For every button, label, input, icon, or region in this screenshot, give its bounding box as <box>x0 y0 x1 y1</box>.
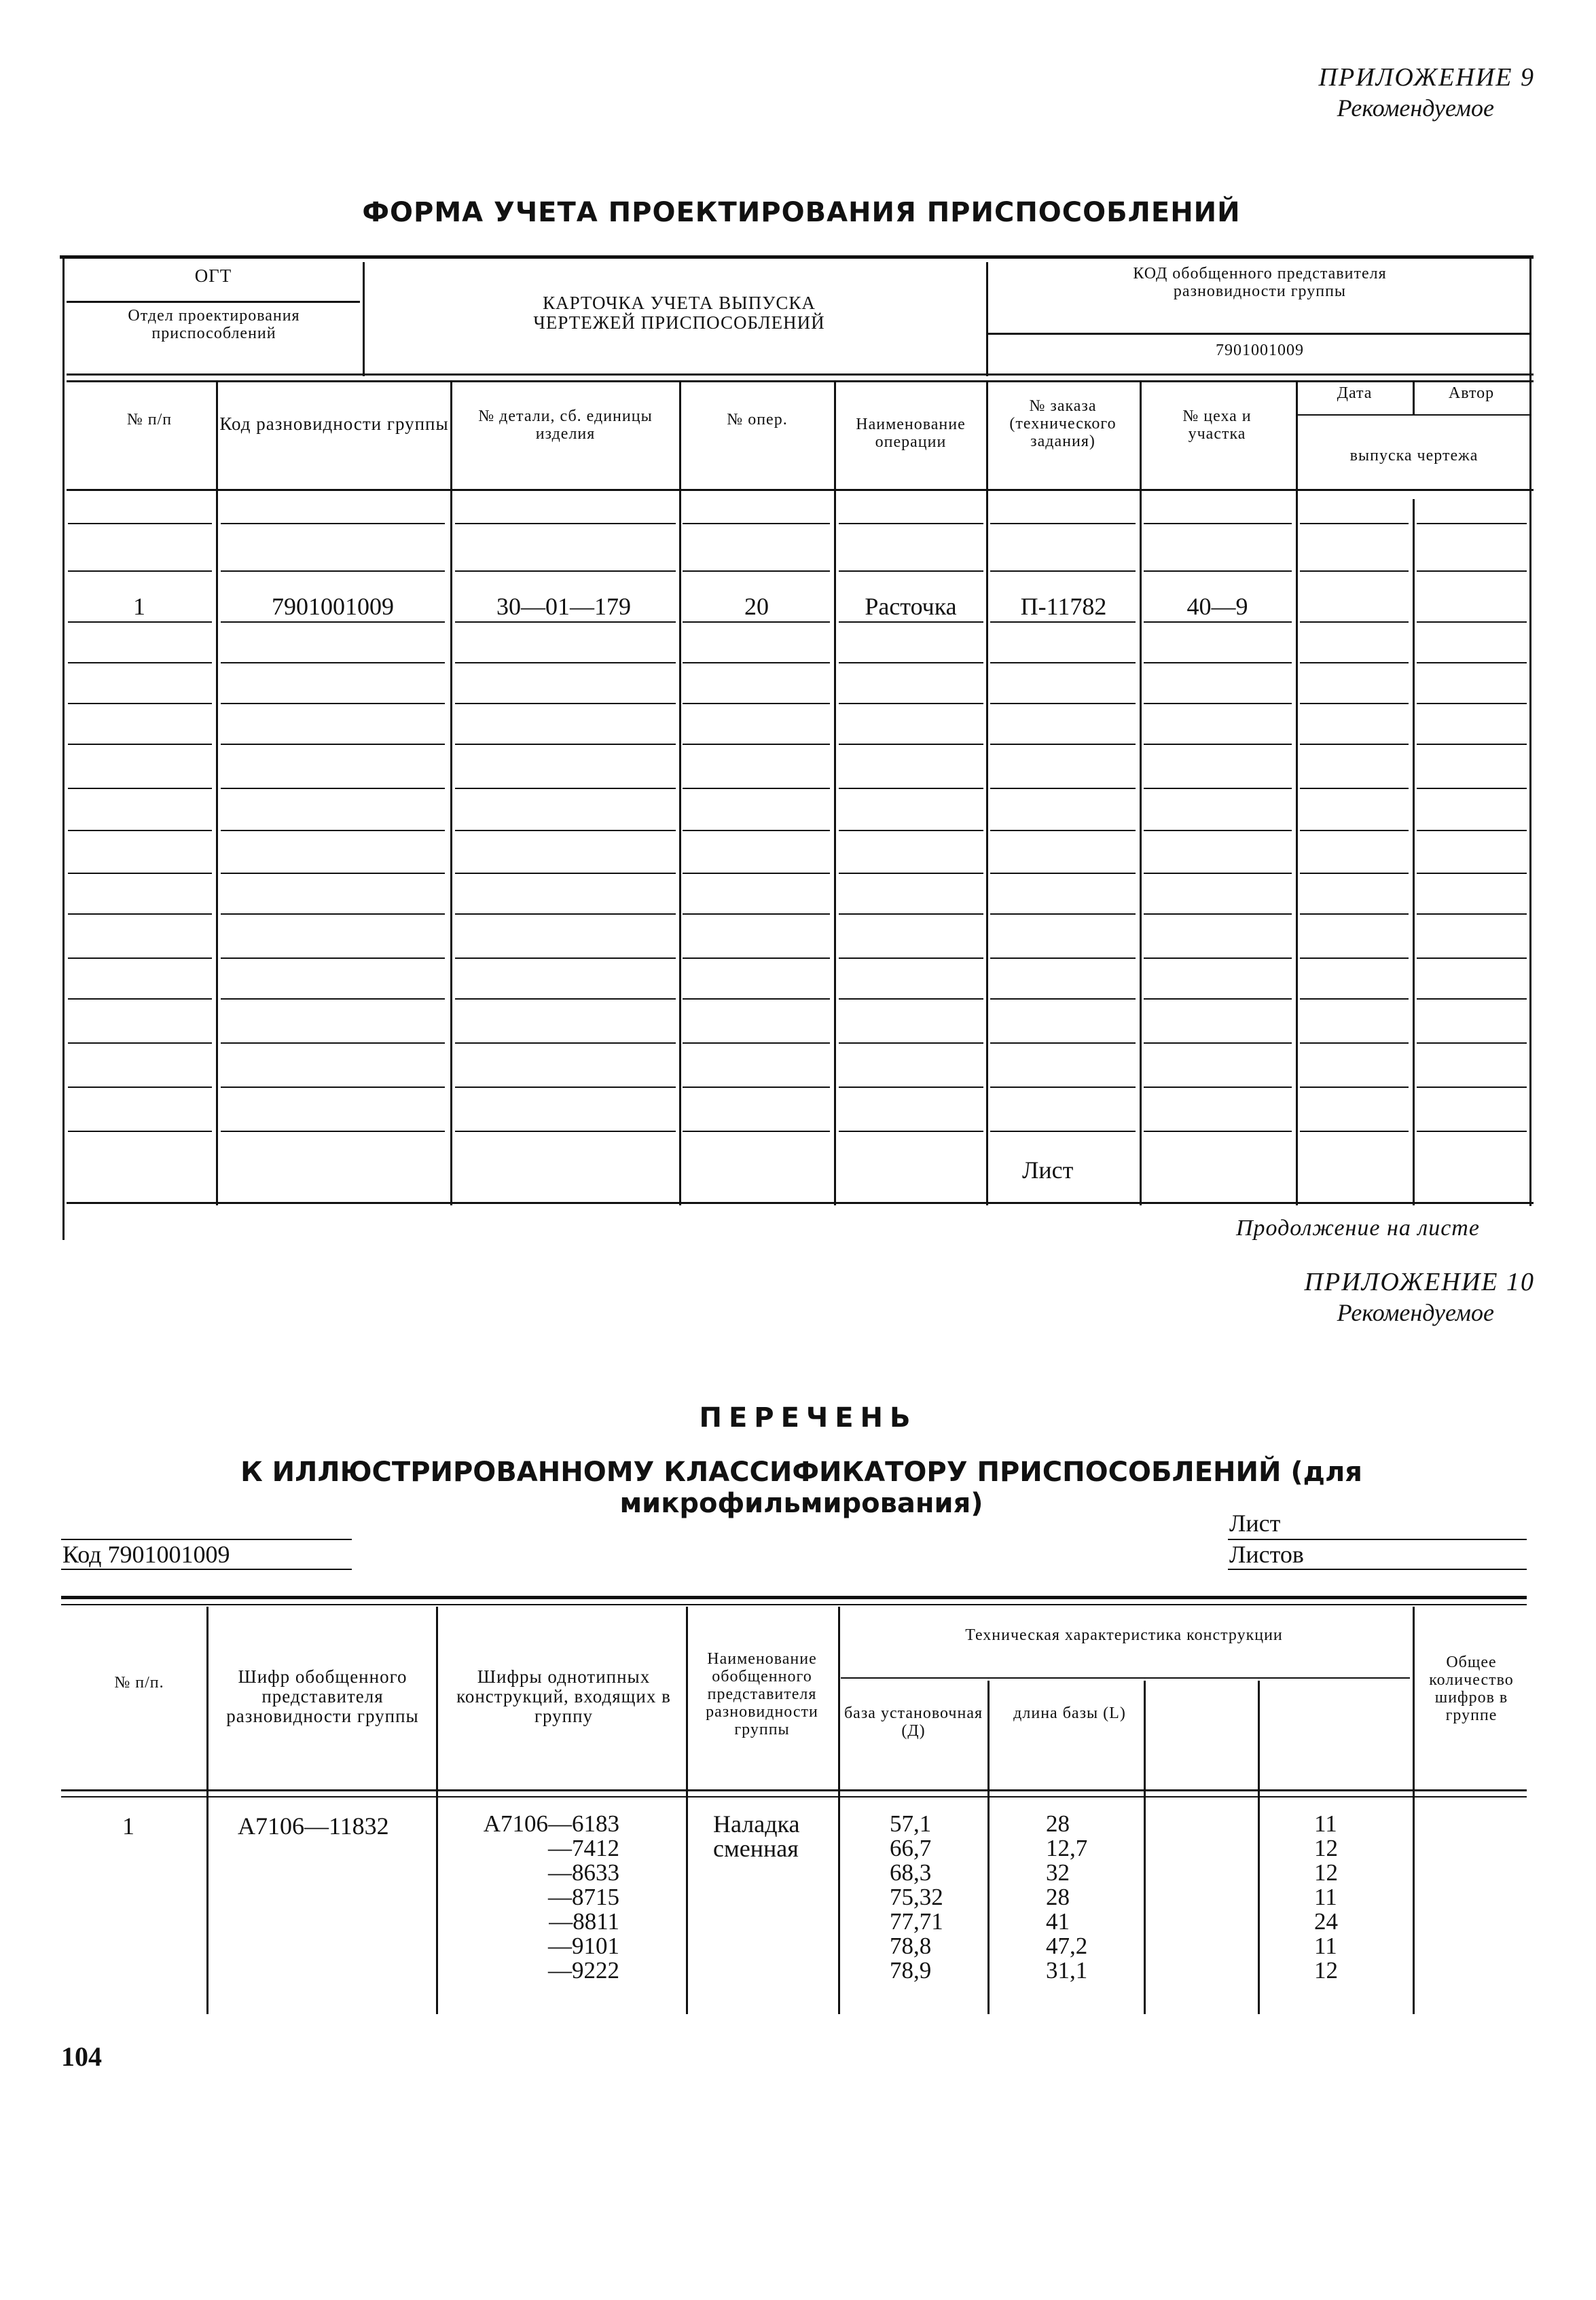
list-item: 32 <box>1046 1859 1070 1886</box>
list-item: 28 <box>1046 1810 1070 1837</box>
list-item: —7412 <box>548 1835 619 1861</box>
list-item: —8811 <box>549 1908 619 1935</box>
list-col-count: Общее количество шифров в группе <box>1429 1654 1514 1724</box>
list-col-num: № п/п. <box>114 1674 164 1692</box>
sheet-label: Лист <box>1022 1156 1074 1184</box>
list-item: 47,2 <box>1046 1933 1088 1959</box>
list-length-column <box>1046 1812 1087 1983</box>
col-operation-name: Наименование операции <box>856 416 966 451</box>
appendix9-label: ПРИЛОЖЕНИЕ 9 <box>1318 63 1535 92</box>
col-author: Автор <box>1448 384 1495 402</box>
col-operation-number: № опер. <box>727 411 788 428</box>
table-row-cell-part: 30—01—179 <box>496 593 631 620</box>
list-item: 66,7 <box>890 1835 932 1861</box>
list-col-name: Наименование обобщенного представителя разновидности группы <box>706 1650 818 1738</box>
col-order-number: № заказа (технического задания) <box>1009 397 1117 450</box>
list-row-code: А7106—11832 <box>238 1812 389 1840</box>
list-col-tech: Техническая характеристика конструкции <box>965 1626 1283 1644</box>
sheet-field-label: Лист <box>1229 1510 1281 1537</box>
col-shop-number: № цеха и участка <box>1182 407 1252 443</box>
table-row-cell-operation-number: 20 <box>744 593 769 620</box>
appendix10-status: Рекомендуемое <box>1337 1299 1494 1326</box>
col-part-number: № детали, сб. единицы изделия <box>478 407 653 443</box>
table-row-cell-order: П-11782 <box>1020 593 1107 620</box>
list-col-base: база установочная (Д) <box>844 1704 983 1740</box>
list-col-length: длина базы (L) <box>1013 1704 1126 1722</box>
code-value: 7901001009 <box>1216 342 1304 359</box>
continuation-note: Продолжение на листе <box>1236 1216 1480 1241</box>
list-row-name: Наладка сменная <box>713 1810 800 1862</box>
list-base-column <box>890 1812 943 1983</box>
table-row-cell-code: 7901001009 <box>272 593 394 620</box>
list-item: —8633 <box>548 1859 619 1886</box>
list-row-num: 1 <box>122 1812 134 1840</box>
col-variety-code: Код разновидности группы <box>219 414 449 434</box>
appendix9-status: Рекомендуемое <box>1337 94 1494 122</box>
list-item: 11 <box>1314 1933 1337 1959</box>
list-item: 12 <box>1314 1835 1338 1861</box>
appendix9-title: ФОРМА УЧЕТА ПРОЕКТИРОВАНИЯ ПРИСПОСОБЛЕНИЙ <box>362 197 1241 228</box>
page-number: 104 <box>61 2041 102 2072</box>
list-item: —8715 <box>548 1884 619 1910</box>
code-line: Код 7901001009 <box>62 1541 230 1568</box>
list-item: 78,9 <box>890 1957 932 1984</box>
list-count-column <box>1314 1812 1338 1983</box>
list-item: —9222 <box>548 1957 619 1984</box>
list-col-code: Шифр обобщенного представителя разновидности группы <box>226 1666 419 1726</box>
code-label: КОД обобщенного представителя разновидности группы <box>1133 265 1387 300</box>
col-date: Дата <box>1337 384 1373 402</box>
list-item: 41 <box>1046 1908 1070 1935</box>
table-row-cell-num: 1 <box>133 593 145 620</box>
list-item: 12,7 <box>1046 1835 1088 1861</box>
appendix10-label: ПРИЛОЖЕНИЕ 10 <box>1304 1268 1535 1296</box>
list-item: 12 <box>1314 1859 1338 1886</box>
col-num: № п/п <box>126 411 173 428</box>
list-col-codes: Шифры однотипных конструкций, входящих в группу <box>456 1666 671 1726</box>
table-row-cell-operation-name: Расточка <box>865 593 957 620</box>
list-item: 11 <box>1314 1884 1337 1910</box>
list-item: А7106—6183 <box>483 1810 619 1837</box>
list-item: 68,3 <box>890 1859 932 1886</box>
list-item: 12 <box>1314 1957 1338 1984</box>
list-item: 78,8 <box>890 1933 932 1959</box>
appendix10-subtitle: К ИЛЛЮСТРИРОВАННОМУ КЛАССИФИКАТОРУ ПРИСПОСОБЛЕНИЙ (для микрофильмирования) <box>240 1457 1362 1519</box>
list-item: 75,32 <box>890 1884 943 1910</box>
list-item: 24 <box>1314 1908 1338 1935</box>
card-title: КАРТОЧКА УЧЕТА ВЫПУСКА ЧЕРТЕЖЕЙ ПРИСПОСОБЛЕНИЙ <box>533 293 825 333</box>
list-item: 31,1 <box>1046 1957 1088 1984</box>
list-item: 77,71 <box>890 1908 943 1935</box>
sheets-field-label: Листов <box>1229 1541 1304 1568</box>
list-item: 28 <box>1046 1884 1070 1910</box>
list-item: —9101 <box>548 1933 619 1959</box>
appendix10-title: ПЕРЕЧЕНЬ <box>699 1402 918 1434</box>
list-codes-column <box>441 1812 619 1983</box>
table-row-cell-shop: 40—9 <box>1186 593 1248 620</box>
department-label: Отдел проектирования приспособлений <box>128 307 300 342</box>
list-item: 57,1 <box>890 1810 932 1837</box>
list-item: 11 <box>1314 1810 1337 1837</box>
ogt-label: ОГТ <box>194 266 232 286</box>
col-release: выпуска чертежа <box>1349 447 1479 464</box>
